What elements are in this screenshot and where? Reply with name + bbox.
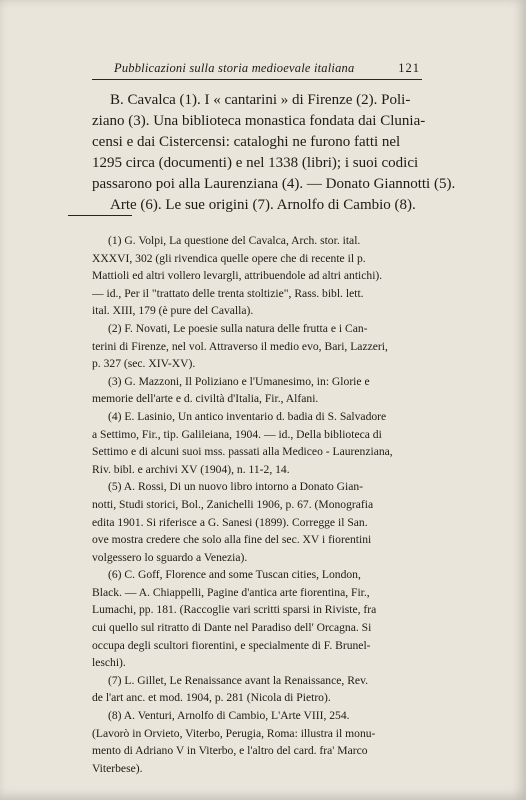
header-rule: [92, 79, 422, 80]
footnote-line: (3) G. Mazzoni, Il Poliziano e l'Umanesimo, in: Glorie e: [108, 374, 370, 388]
footnote-5: [92, 478, 422, 566]
footnote-2: [92, 320, 422, 373]
footnote-line: leschi).: [92, 656, 126, 670]
footnote-7: [92, 672, 422, 707]
footnote-line: Lumachi, pp. 181. (Raccoglie vari scritti sparsi in Riviste, fra: [92, 603, 377, 617]
footnote-line: de l'art anc. et mod. 1904, p. 281 (Nicola di Pietro).: [92, 691, 331, 705]
footnote-line: (8) A. Venturi, Arnolfo di Cambio, L'Arte VIII, 254.: [108, 709, 350, 723]
footnote-line: (Lavorò in Orvieto, Viterbo, Perugia, Roma: illustra il monu-: [92, 726, 376, 740]
footnote-line: (1) G. Volpi, La questione del Cavalca, Arch. stor. ital.: [108, 234, 361, 247]
footnote-line: Riv. bibl. e archivi XV (1904), n. 11-2, 14.: [92, 462, 290, 476]
body-line: B. Cavalca (1). I « cantarini » di Firenze (2). Poli-: [110, 92, 411, 108]
footnote-line: Settimo e di alcuni suoi mss. passati alla Mediceo - Laurenziana,: [92, 445, 393, 459]
footnote-line: (2) F. Novati, Le poesie sulla natura delle frutta e i Can-: [108, 321, 368, 335]
footnote-line: cui quello sul ritratto di Dante nel Paradiso dell' Orcagna. Si: [92, 621, 372, 635]
footnote-line: memorie dell'arte e d. civiltà d'Italia, Fir., Alfani.: [92, 392, 319, 406]
footnote-3: [92, 373, 422, 408]
footnote-line: edita 1901. Si riferisce a G. Sanesi (1899). Corregge il San.: [92, 515, 368, 529]
footnote-line: (5) A. Rossi, Di un nuovo libro intorno a Donato Gian-: [108, 480, 364, 494]
page-number: 121: [398, 61, 420, 75]
footnote-line: mento di Adriano V in Viterbo, e l'altro del card. fra' Marco: [92, 744, 368, 758]
footnote-line: (4) E. Lasinio, Un antico inventario d. badia di S. Salvadore: [108, 409, 387, 423]
body-line: censi e dai Cistercensi: cataloghi ne furono fatti nel: [92, 134, 401, 150]
body-line: Arte (6). Le sue origini (7). Arnolfo di Cambio (8).: [110, 197, 416, 213]
footnote-line: terini di Firenze, nel vol. Attraverso il medio evo, Bari, Lazzeri,: [92, 339, 388, 353]
footnote-line: p. 327 (sec. XIV-XV).: [92, 357, 196, 371]
page-header: [92, 58, 422, 78]
footnote-line: Black. — A. Chiappelli, Pagine d'antica arte fiorentina, Fir.,: [92, 585, 370, 599]
footnote-6: [92, 566, 422, 672]
footnote-line: notti, Studi storici, Bol., Zanichelli 1906, p. 67. (Monografia: [92, 497, 374, 511]
footnote-line: ove mostra credere che solo alla fine del sec. XV i fiorentini: [92, 533, 372, 547]
footnotes: [92, 232, 422, 777]
footnote-line: (6) C. Goff, Florence and some Tuscan cities, London,: [108, 568, 361, 582]
body-line: passarono poi alla Laurenziana (4). — Donato Giannotti (5).: [92, 176, 456, 192]
footnote-line: XXXVI, 302 (gli rivendica quelle opere che di recente il p.: [92, 251, 366, 265]
footnote-1: [92, 232, 422, 320]
footnote-line: ital. XIII, 179 (è pure del Cavalla).: [92, 304, 254, 318]
footnote-line: Viterbese).: [92, 761, 143, 775]
footnote-8: [92, 707, 422, 777]
footnote-line: volgessero lo sguardo a Venezia).: [92, 550, 248, 564]
footnote-line: occupa degli scultori fiorentini, e specialmente di F. Brunel-: [92, 638, 371, 652]
footnote-line: a Settimo, Fir., tip. Galileiana, 1904. — id., Della biblioteca di: [92, 427, 382, 441]
footnote-line: Mattioli ed altri vollero levargli, attribuendole ad altri antichi).: [92, 269, 383, 283]
footnote-line: (7) L. Gillet, Le Renaissance avant la Renaissance, Rev.: [108, 673, 369, 687]
footnote-separator: [68, 215, 132, 216]
body-line: 1295 circa (documenti) e nel 1338 (libri); i suoi codici: [92, 155, 419, 171]
body-text: [92, 90, 456, 216]
footnote-4: [92, 408, 422, 478]
footnote-line: — id., Per il "trattato delle trenta stoltizie", Rass. bibl. lett.: [92, 286, 364, 300]
body-line: ziano (3). Una biblioteca monastica fondata dai Clunia-: [92, 113, 426, 129]
running-title: Pubblicazioni sulla storia medioevale italiana: [114, 61, 355, 75]
